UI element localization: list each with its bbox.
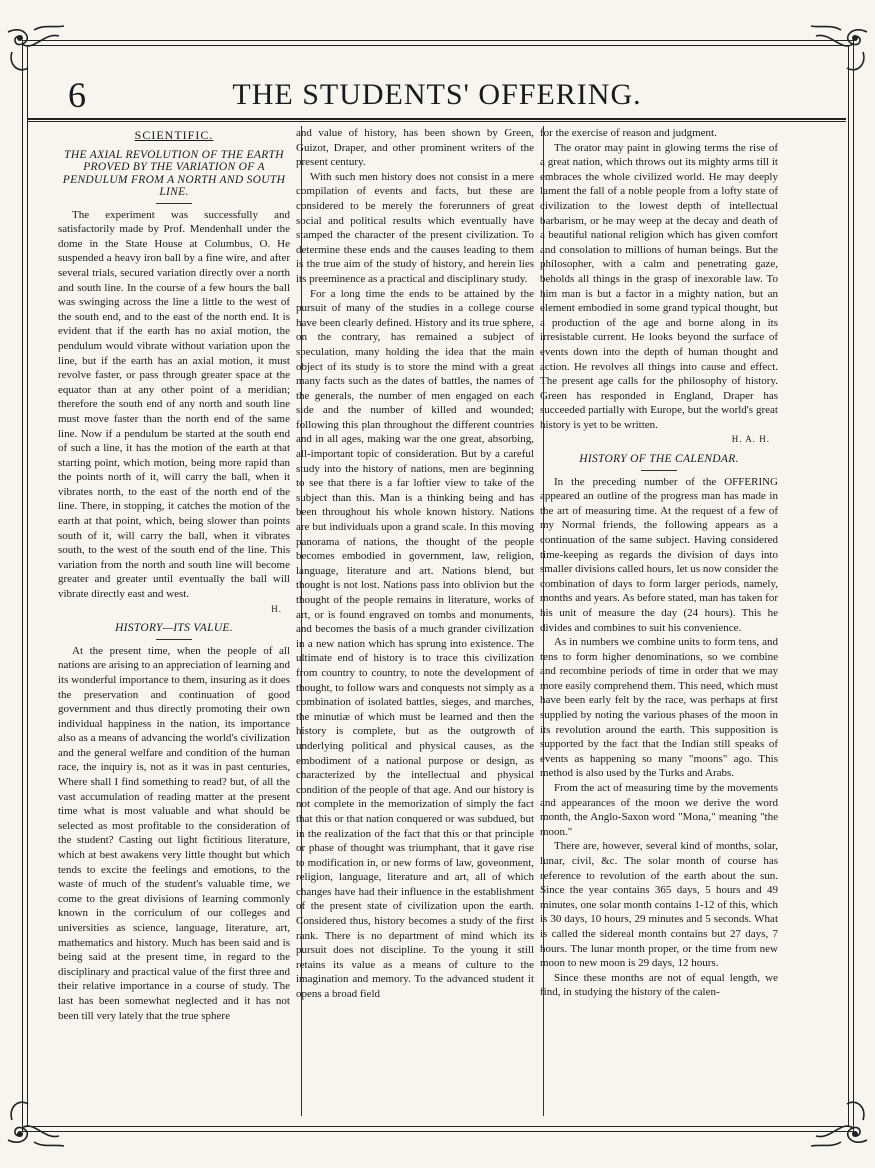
- article-title: HISTORY—ITS VALUE.: [115, 622, 233, 635]
- article-paragraph: The experiment was successfully and satisfactorily made by Prof. Mendenhall under the dome in the State House at Columbus, O. He suspended a heavy iron ball by a fine wire, and after several trials, secured variation directly over a north and south line. In the course of a few hours the ball was swinging across the line a little to the west of the south end, and to the east of the north end. It is evident that if the earth has no axial motion, the pendulum would vibrate without variation upon the line, but if the earth has an axial motion, it must revolve faster, or pass through greater space at the equator than at any other point of a meridian; therefore the south end of any north and south line must move faster than the north end of the same line. Now if a pendulum be started at the south end of such a line, it has the motion of the earth at that starting point, which motion, being more rapid than the points north of it, will carry the ball, when it vibrates north, to the east of the north end of the line. There, in stopping, it catches the motion of the earth at that point, which, being slower than points south of it, will carry the ball, when it vibrates south, to the west of the south end of the line. This variation from the north and south line will become greater and greater until eventually the ball will vibrate directly east and west.: [58, 208, 290, 601]
- title-rule: [156, 639, 192, 640]
- masthead: [28, 72, 846, 120]
- article-title: HISTORY OF THE CALENDAR.: [579, 453, 739, 466]
- paper-title: THE STUDENTS' OFFERING.: [232, 78, 642, 111]
- page-number: 6: [68, 75, 86, 115]
- author-signature: H. A. H.: [731, 434, 770, 445]
- article-paragraph: for the exercise of reason and judgment.: [540, 127, 717, 139]
- article-paragraph: With such men history does not consist in a mere compilation of events and facts, but these are considered to be merely the forerunners of great social and political results which eventually have stamped the character of the present civilization. To determine these ends and the causes leading to them is the true aim of the study of history, and herein lies its preeminence as a practical and disciplinary study.: [296, 170, 534, 285]
- column-1: [58, 126, 290, 1116]
- title-rule: [156, 203, 192, 204]
- article-paragraph: The orator may paint in glowing terms the rise of a great nation, which throws out its mighty arms till it embraces the whole civilized world. He may deeply lament the fall of a noble people from a lofty state of civilization to the lowest depth of intellectual barbarism, or he may weep at the decay and death of a beautiful national religion which has given comfort and consolation to millions of human beings. But the philosopher, with a calm and penetrating gaze, beholds all things in the grasp of inexorable law. To him man is but a factor in a mighty nation, but an element embodied in some grand typical thought, but a production of the age and borne along in its irresistable current. He looks beyond the surface of events down into the depth of human thought and action. He revolves all things into cause and effect. The present age calls for the philosophy of history. Green has responded in England, Draper has succeeded partially with Europe, but the world's great history is yet to be written.: [540, 141, 778, 431]
- title-rule: [641, 470, 677, 471]
- column-2: [296, 126, 534, 1116]
- column-3: [540, 126, 778, 1116]
- section-heading: SCIENTIFIC.: [134, 128, 214, 142]
- masthead-rule: [28, 121, 846, 122]
- author-signature: H.: [271, 603, 282, 614]
- article-title: THE AXIAL REVOLUTION OF THE EARTH PROVED BY THE VARIATION OF A PENDULUM FROM A NORTH AND SOUTH LINE.: [62, 148, 286, 199]
- corner-ornament-icon: [801, 1090, 871, 1150]
- article-paragraph: From the act of measuring time by the movements and appearances of the moon we derive the word month, the Anglo-Saxon word "Mona," meaning "the moon.": [540, 782, 778, 838]
- article-paragraph: and value of history, has been shown by Green, Guizot, Draper, and other prominent writers of the present century.: [296, 127, 534, 169]
- article-paragraph: Since these months are not of equal length, we find, in studying the history of the calen-: [540, 971, 778, 999]
- article-paragraph: There are, however, several kind of months, solar, lunar, civil, &c. The solar month of course has reference to revolution of the earth about the sun. Since the year contains 365 days, 5 hours and 49 minutes, one solar month contains 1-12 of this, which is 30 days, 10 hours, 29 minutes and 5 seconds. What is called the sidereal month contains but 27 days, 7 hours. The lunar month proper, or the time from new moon to new moon is 29 days, 12 hours.: [540, 840, 778, 970]
- article-columns: [58, 126, 778, 1116]
- article-paragraph: In the preceding number of the OFFERING appeared an outline of the progress man has made in the art of measuring time. At the request of a few of my Normal friends, the following appears as a continuation of the same subject. Having considered time-keeping as regards the division of days into smaller divisions called hours, let us now consider the combination of days to form larger periods, namely, months and years. As before stated, man has taken for his unit of measure the day (24 hours). This he divides and combines to suit his convenience.: [540, 475, 778, 634]
- article-paragraph: At the present time, when the people of all nations are arising to an appreciation of learning and its wonderful importance to them, insuring as it does the preservation and continuation of good government and thus directly promoting their own individual happiness in the nation, its importance also as a means of advancing the world's civilization and the general welfare and condition of the human race, the inquiry is, not as it was in past centuries, Where shall I find something to read? but, of all the vast accumulation of reading matter at the present time what is most valuable and what should be selected as most profitable to the consideration of the student? Casting out light fictitious literature, which at best awakens very little thought but which tends to excite the feelings and emotions, to the waste of much of the student's valuable time, we come to the great divisions of learning commonly known in the corriculum of our colleges and universities as science, language, literature, art, mathematics and history. Much has been said and is being said at the present time, in regard to the disciplinary and practical value of the first three and their relative importance in a course of study. The last has been somewhat neglected and it has not been till very lately that the true sphere: [58, 644, 290, 1022]
- article-paragraph: For a long time the ends to be attained by the pursuit of many of the studies in a college course have been clearly defined. History and its true sphere, on the contrary, has remained a subject of speculation, many holding the idea that the main object of its study is to store the mind with a great many facts such as the dates of battles, the names of the generals, the number of men engaged on each side and the number of killed and wounded; following this plan throughout the different countries and in all ages, making war the one great, absorbing, all-important topic of consideration. But by a careful study into the history of nations, men are beginning to see that there is a far loftier view to take of the subject than this. Man is a thinking being and has been throughout his whole known history. Nations are but individuals upon a grand scale. In this moving panorama of nations, the thought of the people becomes embodied in government, law, religion, language, literature and art. Nations blend, but thought is not lost. Nations pass into oblivion but the thought of the people remains in literature, works of art, or is found engraved on tombs and monuments, and becomes the basis of a much grander civilization in a new nation which has sprung into existence. The ultimate end of history is to trace this civilization from country to country, to note the development of thought, to follow wars and conquests not simply as a combination of isolated battles, sieges, and marches, the minutiæ of which must be learned and then the history is complete, but as the outgrowth of underlying political and physical causes, as the embodiment of a national purpose or design, as characterized by the intellectual and physical condition of the people of that age. And our history is not complete in the memorization of simply the fact that this or that nation conquered or was subdued, but in the realization of the fact that this or that principle or phase of thought was triumphant, that it gave rise to modification in, or new forms of law, goveonment, religion, language, literature and art, all of which changes have had their influence in the establishment of the present state of civilization upon the earth. Considered thus, history becomes a study of the first rank. There is no department of mind which its pursuit does not discipline. To the young it still retains its value as a means of culture to the imagination and memory. To the advanced student it opens a broad field: [296, 287, 534, 1001]
- article-paragraph: As in numbers we combine units to form tens, and tens to form higher denominations, so we combine and recombine periods of time in order that we may more easily comprehend them. This need, which must have been early felt by the race, was perhaps at first supplied by noting the various phases of the moon in its revolution around the earth. This supposition is supported by the fact that the Indian still speaks of events as happening so many "moons" ago. This method is also used by the Turks and Arabs.: [540, 636, 778, 780]
